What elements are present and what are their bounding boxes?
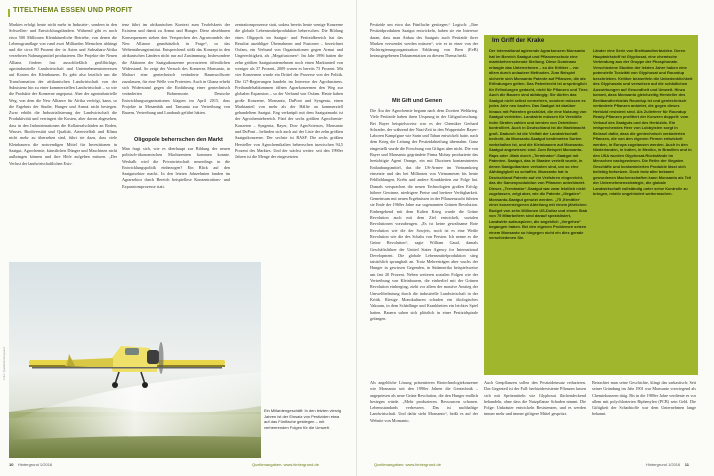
article-text: Marktes erfolgt heute nicht mehr in Industrie-, sondern in den Schwellen- und Entwicklungsländern. Während gibt es noch etwa 500 Millionen Kleinbäuerliche Betriebe, von denen die Lebensgrundlage von rund zwei Milliarden Menschen abhängt und die circa 80 Prozent der in Asien und Subsahara-Afrika verzehrten Nahrungsmittel produzieren. Die Projekte der Neuen Allianz fördern fast ausschließlich großflächige, agroindustrielle Landwirtschaft und Unternehmensinteressen auf Kosten der Kleinbauern. Es geht also letztlich um die Transformation der afrikanischen Landwirtschaft von der Subsistenz hin zu einer kommerziellen Landwirtschaft – so wie die Produkte der Konzerne angepasst. Aber der agroindustrielle Weg, von dem die New Alliance für Afrika verfolgt, kann, so die Ergebnis der Studie, Hunger und Armut nicht besiegen. Zwar erhöht die Industrialisierung der Landwirtschaft die Produktivität und verringert die Kosten, aber davon abgesehen, dass in den Industrienationen die Kollateralschäden an Boden, Wasser, Biodiversität und Qualität, Artenvielfalt und Klima nicht mehr zu übersehen sind, führt sie dazu, dass viele Kleinbauern die notwendigen Mittel für Investitionen in Saatgut, Agrochemie, künstlichen Dünger und Maschinen nicht aufbringen können und ihre Höfe aufgeben müssen. „Der Verlust der landwirtschaftlichen Exis-: [9, 22, 117, 166]
subheading-oligopole: Oligopole beherrschen den Markt: [134, 137, 223, 143]
article-text: Pestizide um etwa das Fünffache gestiegen.“ Logisch: „Ihre Pestizidprodukten Saatgut entwickeln, haben sie ein Interesse daran, dass man Anbau des Saatguts auch Pestizide ihrer Marken verwendet werden müssen“, wie es in einer von der Nichtregierungsorganisation Erklärung von Bern (EvB) herausgegebenen Dokumentation zu diesem Thema heißt.: [370, 22, 478, 59]
article-column-2: [122, 22, 230, 135]
article-column-2b: [122, 146, 230, 256]
article-text: Als angebliche Lösung präsentieren Biotechnologiekonzerne wie Monsanto seit den 1990er Jahren die Gentechnik – angepriesen als neue Grüne Revolution, die den Hunger endlich besiegen würde. „Mehr produzieren. Ressourcen schonen. Lebensstandards verbessern. Das ist nachhaltige Landwirtschaft. Und dafür steht Monsanto“, heißt es auf der Website von Monsanto.: [370, 380, 478, 423]
sidebar-box-text: Der international agierende Agrarkonzern Monsanto hat im Bereich Saatgut und Pflanzenschutz eine marktbeherrschende Stellung. Diese Dominanz erlangte das Unternehmen – so die Kritiker – vor allem durch unlautere Methoden. Zum Beispiel sicherte sich Monsanto Patente auf Pflanzen, die als Erfindungen gelten. Das Patentrecht ist ursprünglich für Erfindungen gedacht, nicht für Pflanzen und Tiere. Auch die Bauern sind abhängig: Sie dürfen das Saatgut nicht selbst vermehren, sondern müssen es jedes Jahr neu kaufen. Das Saatgut ist darüber hinaus mit Patenten geschützt, die eine Nutzung von Saatgut verbieten. Landwirte müssen für Verstöße hohe Strafen zahlen und werden von Detektiven kontrolliert. Auch in Deutschland ist die Marktmacht groß. Dadurch ist die Vielfalt der Landwirtschaft bedroht, da Monsanto-Saatgut bestimmten Sorten vorbehalten ist, und die Kleinbauern auf Monsanto-Saatgut angewiesen sind. Zum Beispiel Monsanto-Raps oder -Mais durch „Terminator“-Saatgut mit Patenten. Saatgut, das in Staaten verteilt wurde, in denen Saatgutbanken verboten sind, um so eine Abhängigkeit zu schaffen. Monsanto hat in Deutschland Patente auf ein Verfahren eingereicht, das die Samenproduktion von Pflanzen unterbindet. Dieses „Terminator“-Saatgut war zwar letztlich nicht zugelassen, zeigt aber, wie die Patente „illegalen“ Monsanto-Saatgut genutzt werden. „75 ‚Ermittler‘ einer konzerneigenen Abteilung mit einem jährlichen Budget von zehn Millionen US-Dollar und einem Stab von 75 Mitarbeitern sind darauf spezialisiert, Landwirte aufzuspüren, die angeblich „Vergehen“ begangen haben. Bei den eigenen Problemen setzen einem Monsanto so hingegen nicht ein dies gerade verschiedenen Sie.: [489, 48, 589, 240]
article-column-6: [484, 380, 586, 446]
crop-duster-photo: [9, 262, 261, 458]
footer-source-link-right[interactable]: Quellenangaben: www.hintergrund.de: [374, 462, 441, 467]
article-text: Man fragt sich, wie es überhaupt zur Bildung der neuen politisch-ökonomischen Machtzentren kommen konnte. Weshalb wird die Privatwirtschaft neuerdings in die Entwicklungspolitik einbezogen? Ein Blick auf den Saatgutsektor macht. In den letzten Jahrzehnten fanden im Agrarsektor durch Bereich beispiellose Konzentrations- und Expansionsprozesse statt.: [122, 146, 230, 189]
section-accent-bar: [8, 9, 10, 17]
sidebar-box-column-1: [489, 48, 589, 368]
article-text: tenz führt im afrikanischen Kontext zum Teufelskreis der Existenz und damit zu Armut und Hunger. Diese absehbaren Konsequenzen stehen den Versprechen des Agrarwandels der New Alliance grundsätzlich in Frage“, so das Welternährungsinstitut. Entsprechend stößt das Konzept in den afrikanischen Ländern nicht nur auf Zustimmung. Insbesondere die Aktionen der Saatgutkonzerne provozieren öffentlichen Widerstand. So zeigt der Versuch des Konzerns Monsanto, in Malawi eine gentechnisch veränderte Baumwollsorte zuzulassen, für eine Welle von Protesten. Auch in Ghana erhebt sich Widerstand gegen die Einführung einer gentechnisch veränderten Bohnensorte. Deutsche Entwicklungsorganisationen klagten im April 2015, dass Projekte in Mosambik und Tansania zur Vertreibung von Bauern, Vertreibung und Landraub geführt hätten.: [122, 22, 230, 116]
section-title: TITELTHEMA ESSEN UND PROFIT: [13, 7, 133, 14]
footer-right: [646, 462, 689, 470]
footer-source-link-left[interactable]: Quellenangaben: www.hintergrund.de: [252, 462, 319, 467]
subheading-gift-und-genen: Mit Gift und Genen: [392, 98, 443, 104]
footer-left: [9, 462, 52, 470]
section-header: [8, 7, 158, 19]
article-column-1: [9, 22, 117, 180]
article-column-7: [592, 380, 696, 446]
article-text: Die Ära der Agrochemie begann nach dem Zweiten Weltkrieg. Viele Pestizide haben ihren Ursprung in der Giftgasforschung. Bei Bayer beispielsweise war es der Chemiker Gerhard Schrader, der während der Nazi-Zeit in den Wuppertaler Bayer-Laboren Kampfgase wie Sarin und Tabun entwickelt hatte, nach dem Krieg die Leitung der Pestizidabteilung übernahm. Ganz eingestellt wurde die Forschung von Giftgas aber nicht. Die von Bayer und Monsanto gegründete Firma Mobay produzierte das berüchtigte Agent Orange, ein mit Dioxinen kontaminiertes Entlaubungsmittel, das die US-Armee im Vietnamkrieg einsetzte und das bei Millionen von Vietnamesen bis heute Fehlbildungen, Krebs und andere Krankheiten zur Folge hat. Damals versprachen die neuen Technologien großen Erfolg: höhere Gewinne, niedrigere Preise und breitere Verfügbarkeit. Gemeinsam mit neuen Ergebnissen in der Pflanzenzucht führten sie Ende der 1960er Jahre zur sogenannten Grünen Revolution. Einhergehend mit dem Kalten Krieg wurde die Grüne Revolution auch mit dem Ziel entwickelt, sozialen Revolutionen vorzubeugen. „Es ist keine gewaltsame Rote Revolution wie die der Sowjets, noch ist es eine Weiße Revolution wie die des Schahs von Persien. Ich nenne es die Grüne Revolution“, sagte William Gaud, damals Geschäftsführer der United States Agency for International Development. Die globale Lebensmittelproduktion stieg tatsächlich sprunghaft an. Trotz Mehrerträgen aber wuchs der Hunger in gewissen Gegenden, in Südamerika beispielsweise um fast 20 Prozent. Neben weiteren sozialen Folgen wie der Vertreibung von Kleinbauern, die einherlief mit der Grünen Revolution einherging, zieht vor allem der massive Anstieg der Umweltbelastung durch die industrielle Landwirtschaft in der Kritik. Riesige Monokulturen schaden ein ökologisches Vakuum, in dem Schädlinge und Krankheiten ein leichtes Spiel hatten. Bauern sahen sich plötzlich in einer Pestizidspirale gefangen.: [370, 108, 478, 321]
article-text: Auch Genpflanzen sollen den Pestizideinsatz reduzieren. Das Gegenteil ist der Fall: herbizidresistente Pflanzen lassen sich mit Spritzmitteln wie Glyphosat flächendeckend behandeln, ohne dass die Nutzpflanze Schaden nimmt. Die Folge: Unkräuter entwickeln Resistenzen, und es werden immer mehr und immer giftigere Mittel gespritzt.: [484, 380, 586, 417]
footer-issue-left: Hintergrund 1/2016: [17, 462, 53, 467]
sidebar-box-text: Länder eine Serie von Breitbandherbiziden. Deren Hauptwirkstoff ist Glyphosat, eine chemische Verbindung aus der Gruppe der Phosphonate. Verschiedene Studien der letzten Jahre haben eine potenzielle Toxizität von Glyphosat und Roundup beschrieben. Kritiker bezweifeln die Unbedenklichkeit des Glyphosats und verweisen auf die schädlichen Auswirkungen auf Gesundheit und Umwelt. Hinzu kommt, dass Monsanto gleichzeitig Hersteller des Breitbandherbizids Roundup ist und gentechnisch veränderte Pflanzen anbietet, die gegen dieses Herbizid resistent sind. Als Zulieferer für Roundup Ready-Pflanzen profitiert der Konzern doppelt: vom Verkauf des Saatguts und des Herbizids. Ein entsprechendes Heer von Lobbyisten sorgt in Brüssel dafür, dass die gentechnisch veränderten Pflanzen, die von den eigenen Firmen entwickelt werden, in Europa zugelassen werden. Auch in den Niederlanden, in Indien, in Mexiko, in Brasilien und in den USA wurden Glyphosat-Rückstände im Menschen nachgewiesen. Die Reihe der illegalen Geschäfte und kontaminierten Produkte lässt sich beliebig fortsetzen. Doch trotz aller bekannt gewordenen Machenschaften kann Monsanto als Teil der Unternehmensstrategie, die globale Landwirtschaft vollständig unter seine Kontrolle zu bringen, relativ ungehindert weitermachen.: [593, 48, 693, 196]
article-text: Betrachtet man seine Geschichte, klingt das sarkastisch: Seit seiner Gründung im Jahr 1901 war Monsanto vorwiegend als Chemiekonzern tätig. Bis in die 1980er Jahre verdiente es vor allem mit polychlorierten Biphenylen (PCB) sein Geld. Die Giftigkeit der Schadstoffe war dem Unternehmen lange bekannt.: [592, 380, 696, 417]
page-gutter: [356, 0, 357, 476]
footer-issue-right: Hintergrund 1/2016: [646, 462, 681, 467]
page-number-left: 10: [9, 462, 14, 467]
photo-caption: Ein Millardengeschäft: In den letzten vierzig Jahren ist der Einsatz von Pestiziden etwa auf das Fünffache gestiegen – mit verheerenden Folgen für die Umwelt.: [264, 408, 342, 430]
photo-credit: Foto: Quelle/Hintergrund: [2, 347, 6, 380]
article-column-4: [370, 22, 478, 94]
article-column-5: [370, 380, 478, 446]
article-column-3: [235, 22, 343, 256]
page-number-right: 11: [684, 462, 689, 467]
sidebar-box-column-2: [593, 48, 693, 368]
sidebar-box-title: Im Griff der Krake: [492, 37, 545, 44]
article-text: zentrationsprozesse statt, sodass bereits heute wenige Konzerne die globale Lebensmittelproduktion beherrschen. Die Bildung eines Oligopols im Saatgut- und Pestizidbereich hat das Resultat unzähliger Übernahmen und Fusionen – bezeichnet Oxfam, ein Verbund von Organisationen gegen Armut und Ungerechtigkeit, als „Megafusionen“. Im Jahr 1996 hatten die zehn größten Saatgutunternehmen noch einen Marktanteil von weniger als 37 Prozent, 2009 waren es bereits 73 Prozent. Mit vier Konzernen wurde ein Drittel der Prozesse von der Politik. Die G7-Regierungen handeln im Interesse der Agrobusiness. Freihandelsabkommen öffnen Agrarkonzernen den Weg zur globalen Expansion – so der Verband von Oxfam. Heute haben große Konzerne, Monsanto, DuPont und Syngenta, einen Marktanteil von mehr als der Hälfte an kommerziell gehandeltem Saatgut. Eng verknüpft mit dem Saatgutmarkt ist der Agrochemiebereich. Fünf der sechs größten Agrochemie-Konzerne – Syngenta, Bayer, Dow AgroSciences, Monsanto und DuPont – befinden sich auch auf der Liste der zehn größten Saatgutkonzerne. Der sechste ist BASF. Die sechs größten Hersteller von Agrochemikalien beherrschen inzwischen 94,5 Prozent des Marktes. Und der wächst weiter: seit den 1990er Jahren ist die Menge der eingesetzten: [235, 22, 343, 160]
